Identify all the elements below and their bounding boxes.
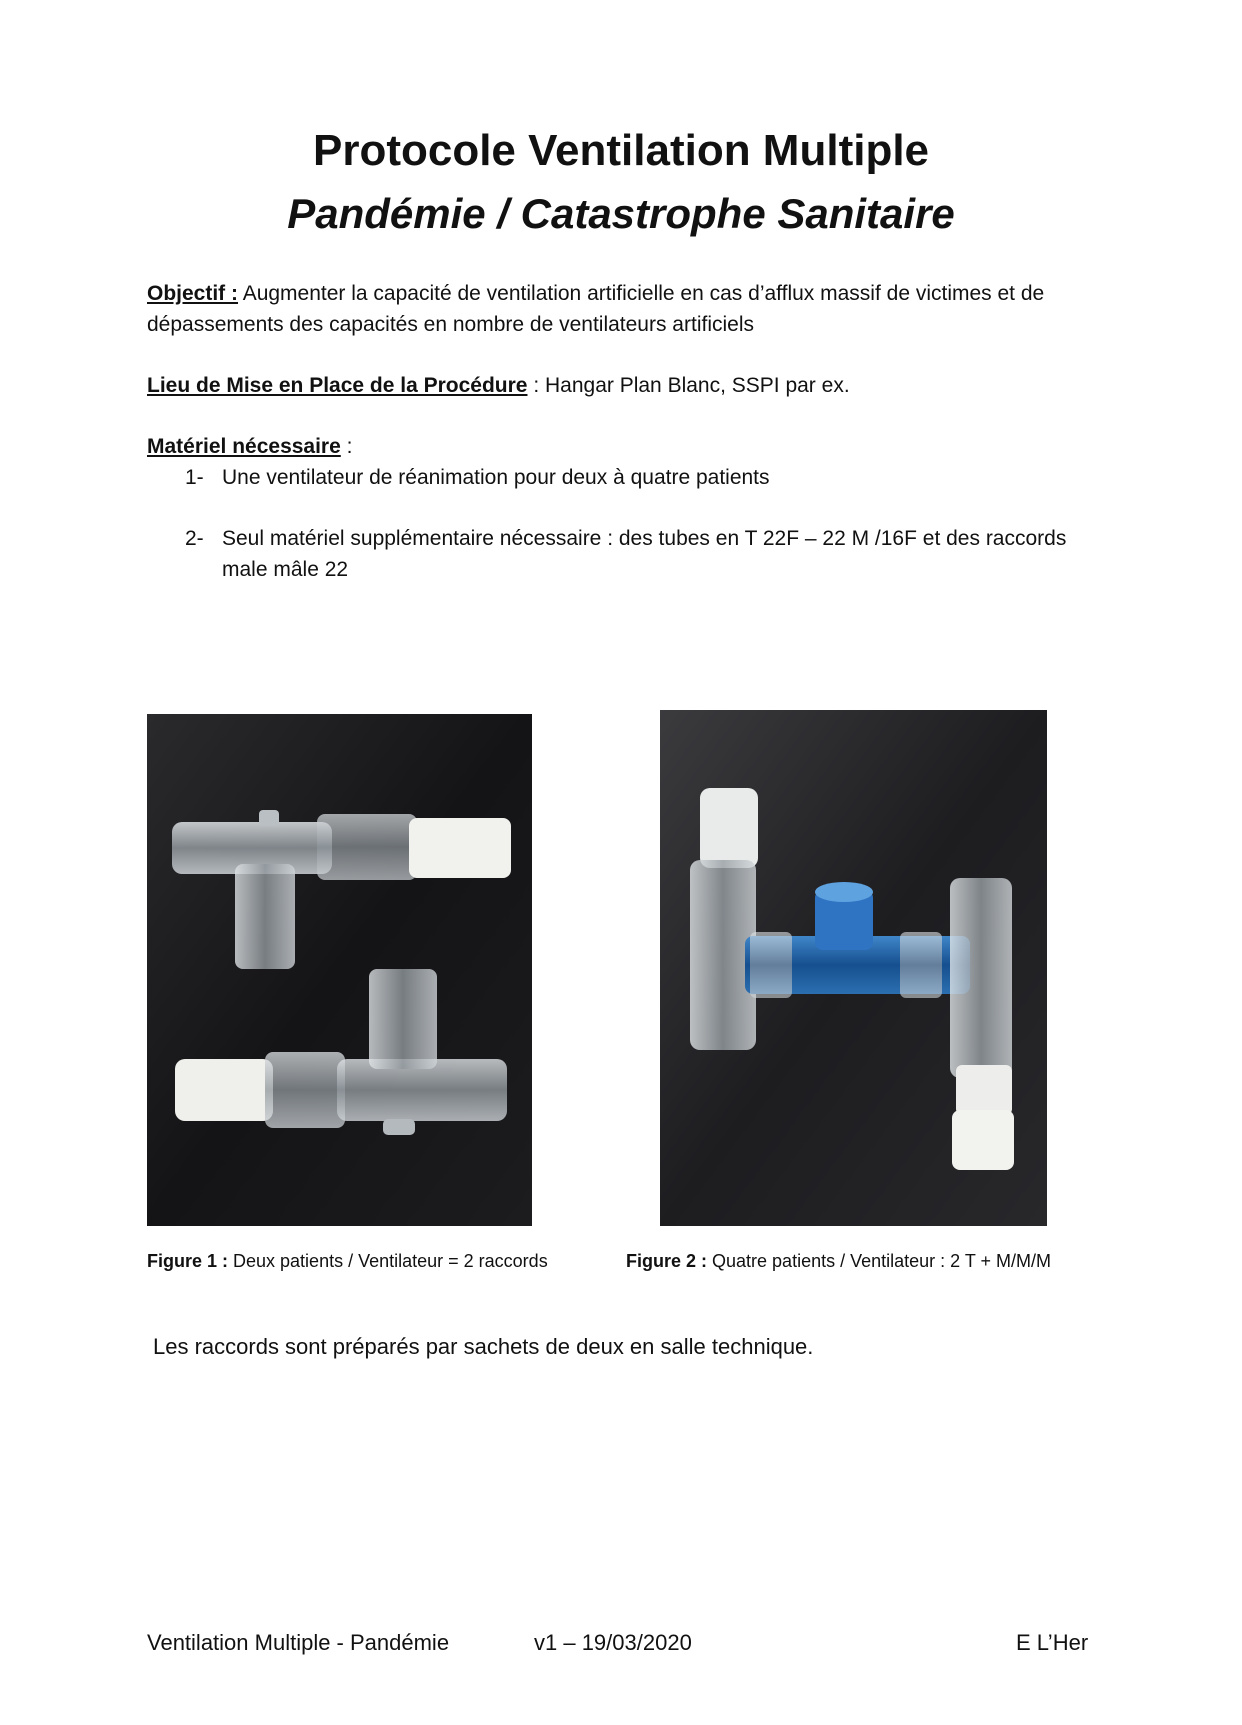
list-item-text: Une ventilateur de réanimation pour deux à quatre patients (222, 466, 770, 489)
list-item-number: 1- (185, 466, 204, 489)
lieu-paragraph (147, 370, 1097, 401)
figure-2-caption (626, 1251, 1051, 1272)
footer-version: v1 – 19/03/2020 (534, 1630, 692, 1655)
objectif-paragraph (147, 278, 1097, 340)
footer-title: Ventilation Multiple - Pandémie (147, 1630, 450, 1655)
materiel-label: Matériel nécessaire (147, 435, 341, 458)
materiel-suffix: : (340, 435, 353, 458)
footer-author: E L’Her (1016, 1630, 1089, 1655)
list-item-text: Seul matériel supplémentaire nécessaire : des tubes en T 22F – 22 M /16F et des raccords male mâle 22 (222, 527, 1067, 581)
lieu-text: : Hangar Plan Blanc, SSPI par ex. (527, 374, 850, 397)
page-title: Protocole Ventilation Multiple (312, 126, 930, 175)
objectif-text: Augmenter la capacité de ventilation artificielle en cas d’afflux massif de victimes et de dépassements des capacités en nombre de ventilateurs artificiels (147, 282, 1045, 336)
figure-1-caption (147, 1251, 548, 1272)
figure-2-photo (660, 710, 1047, 1226)
objectif-label: Objectif : (147, 282, 239, 305)
figure-1-text: Deux patients / Ventilateur = 2 raccords (228, 1251, 548, 1271)
materiel-heading (147, 431, 1097, 462)
lieu-label: Lieu de Mise en Place de la Procédure (147, 374, 528, 397)
figure-1-label: Figure 1 : (147, 1251, 229, 1271)
figure-1-photo (147, 714, 532, 1226)
page-subtitle: Pandémie / Catastrophe Sanitaire (287, 190, 955, 237)
figure-2-label: Figure 2 : (626, 1251, 708, 1271)
figure-2-text: Quatre patients / Ventilateur : 2 T + M/M/M (707, 1251, 1052, 1271)
note-text: Les raccords sont préparés par sachets de deux en salle technique. (153, 1334, 814, 1359)
list-item-number: 2- (185, 527, 204, 550)
